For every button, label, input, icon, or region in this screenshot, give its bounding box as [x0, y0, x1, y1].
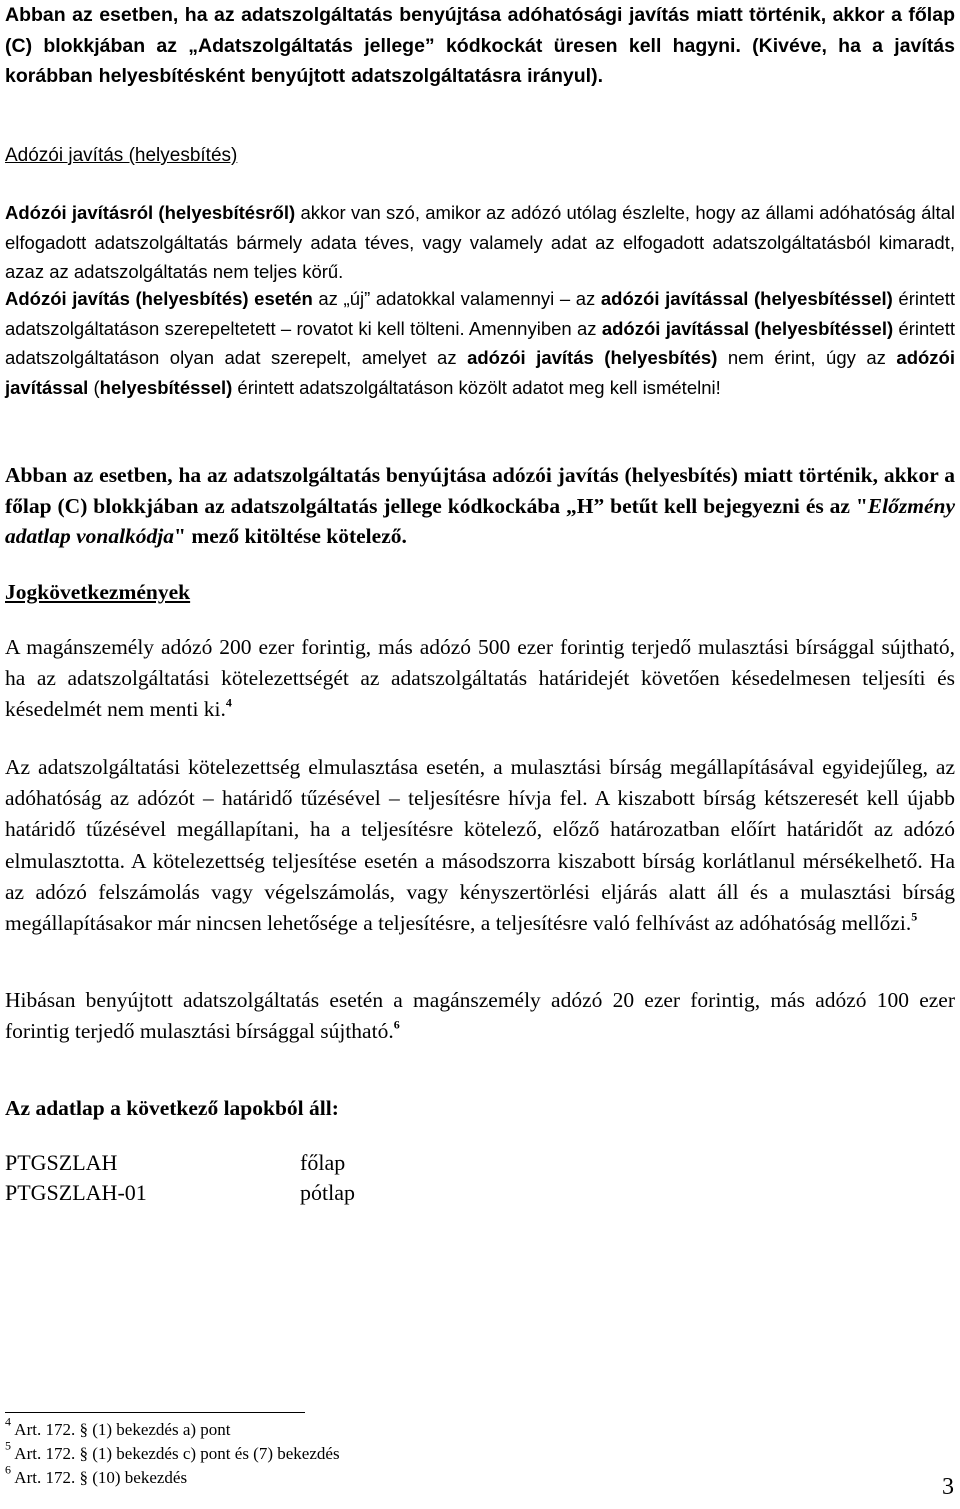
adatlap-list: [5, 1148, 355, 1208]
footnote-number: 4: [5, 1414, 11, 1429]
footnote-text: Art. 172. § (1) bekezdés a) pont: [11, 1420, 231, 1439]
footnote: [5, 1414, 231, 1442]
section-heading-jog: [5, 577, 955, 607]
section-heading-adozoi: [5, 143, 955, 169]
list-item-code: PTGSZLAH: [5, 1150, 118, 1175]
adozoi-p2-text-5: (: [88, 376, 100, 398]
adozoi-p2-bold-3: adózói javítással (helyesbítéssel): [601, 317, 894, 339]
adozoi-p2-text-3: érintett adatszolgáltatáson olyan adat szerepelt, amelyet az: [5, 317, 955, 368]
footnote-number: 5: [5, 1438, 11, 1453]
adozoi-p2-bold-5: adózói javítással: [5, 347, 956, 398]
list-item-name: főlap: [300, 1150, 346, 1175]
jog-p1-text: A magánszemély adózó 200 ezer forintig, más adózó 500 ezer forintig terjedő mulasztási bírsággal sújtható, ha az adatszolgáltatási kötelezettségét az adatszolgáltatás határidejét követően késedelmesen teljesíti és késedelmét nem menti ki.: [5, 635, 955, 721]
jog-paragraph-1: [5, 632, 955, 725]
adozoi-p2-text-1: az „új” adatokkal valamennyi – az: [312, 288, 601, 309]
heading-jog-text: Jogkövetkezmények: [5, 580, 191, 604]
adozoi-p2-bold-4: adózói javítás (helyesbítés): [467, 347, 718, 368]
jog-p2-text: Az adatszolgáltatási kötelezettség elmulasztása esetén, a mulasztási bírság megállapításával egyidejűleg, az adóhatóság az adózót – határidő tűzésével – teljesítésre hívja fel. A kiszabott bírság kétszeresét kell újabb határidő tűzésével megállapítani, ha a teljesítésre kötelező, előző határozatban előírt határidőt az adózó elmulasztotta. A kötelezettség teljesítése esetén a másodszorra kiszabott bírság korlátlanul mérsékelhető. Ha az adózó felszámolás vagy végelszámolás, vagy kényszertörlési eljárás alatt áll és a mulasztási bírság megállapításakor már nincsen lehetősége a teljesítésre, a teljesítésre való felhívást az adóhatóság mellőzi.: [5, 755, 955, 936]
page-number: 3: [942, 1474, 954, 1500]
footnote-ref-6: 6: [393, 1017, 400, 1032]
footnote-text: Art. 172. § (10) bekezdés: [11, 1468, 188, 1487]
adatlap-heading-text: Az adatlap a következő lapokból áll:: [5, 1096, 339, 1120]
adozoi-p2-bold-6: helyesbítéssel): [99, 376, 233, 398]
intro-text: Abban az esetben, ha az adatszolgáltatás benyújtása adóhatósági javítás miatt történik, akkor a főlap (C) blokkjában az „Adatszolgáltatás jellege” kódkockát üresen kell hagyni. (Kivéve, ha a javítás korábban helyesbítésként benyújtott adatszolgáltatásra irányul).: [5, 4, 955, 87]
footnote: [5, 1462, 188, 1490]
abban2-italic: Előzmény adatlap vonalkódja: [5, 493, 955, 548]
footnote-ref-5: 5: [911, 909, 918, 924]
adozoi-paragraph-1: [5, 198, 955, 287]
jog-p3-text: Hibásan benyújtott adatszolgáltatás esetén a magánszemély adózó 20 ezer forintig, más adózó 100 ezer forintig terjedő mulasztási bírsággal sújtható.: [5, 988, 955, 1043]
adozoi-p2-text-2: érintett adatszolgáltatáson szerepeltetett – rovatot ki kell tölteni. Amennyiben az: [5, 288, 955, 339]
list-item: [5, 1178, 355, 1208]
list-item: [5, 1148, 355, 1178]
abban2-text-1: Abban az esetben, ha az adatszolgáltatás benyújtása adózói javítás (helyesbítés) miatt történik, akkor a főlap (C) blokkjában az adatszolgáltatás jellege kódkockába „H” betűt kell bejegyezni és az ": [5, 463, 955, 518]
jog-paragraph-3: [5, 985, 955, 1047]
abban2-text-2: " mező kitöltése kötelező.: [174, 524, 407, 548]
adatlap-heading: [5, 1093, 955, 1123]
heading-adozoi-text: Adózói javítás (helyesbítés): [5, 145, 238, 166]
footnote-text: Art. 172. § (1) bekezdés c) pont és (7) bekezdés: [11, 1444, 340, 1463]
adozoi-p2-bold-1: Adózói javítás (helyesbítés) esetén: [5, 288, 313, 309]
adozoi-p2-text-4: nem érint, úgy az: [717, 347, 897, 368]
adozoi-paragraph-2: [5, 284, 955, 402]
list-item-code: PTGSZLAH-01: [5, 1180, 147, 1205]
footnote-number: 6: [5, 1462, 11, 1477]
adozoi-p2-text-6: érintett adatszolgáltatáson közölt adatot meg kell ismételni!: [232, 376, 721, 398]
footnote-separator: [5, 1412, 305, 1413]
footnote: [5, 1438, 340, 1466]
list-item-name: pótlap: [300, 1180, 355, 1205]
intro-paragraph: [5, 0, 955, 92]
adozoi-p1-text: akkor van szó, amikor az adózó utólag észlelte, hogy az állami adóhatóság által elfogadott adatszolgáltatás bármely adata téves, vagy valamely adat az elfogadott adatszolgáltatásból kimaradt, azaz az adatszolgáltatás nem teljes körű.: [5, 202, 956, 282]
jog-paragraph-2: [5, 752, 955, 939]
adozoi-p2-bold-2: adózói javítással (helyesbítéssel): [600, 288, 893, 309]
abban-paragraph-2: [5, 460, 955, 552]
adozoi-p1-bold: Adózói javításról (helyesbítésről): [5, 202, 296, 223]
footnote-ref-4: 4: [225, 695, 232, 710]
